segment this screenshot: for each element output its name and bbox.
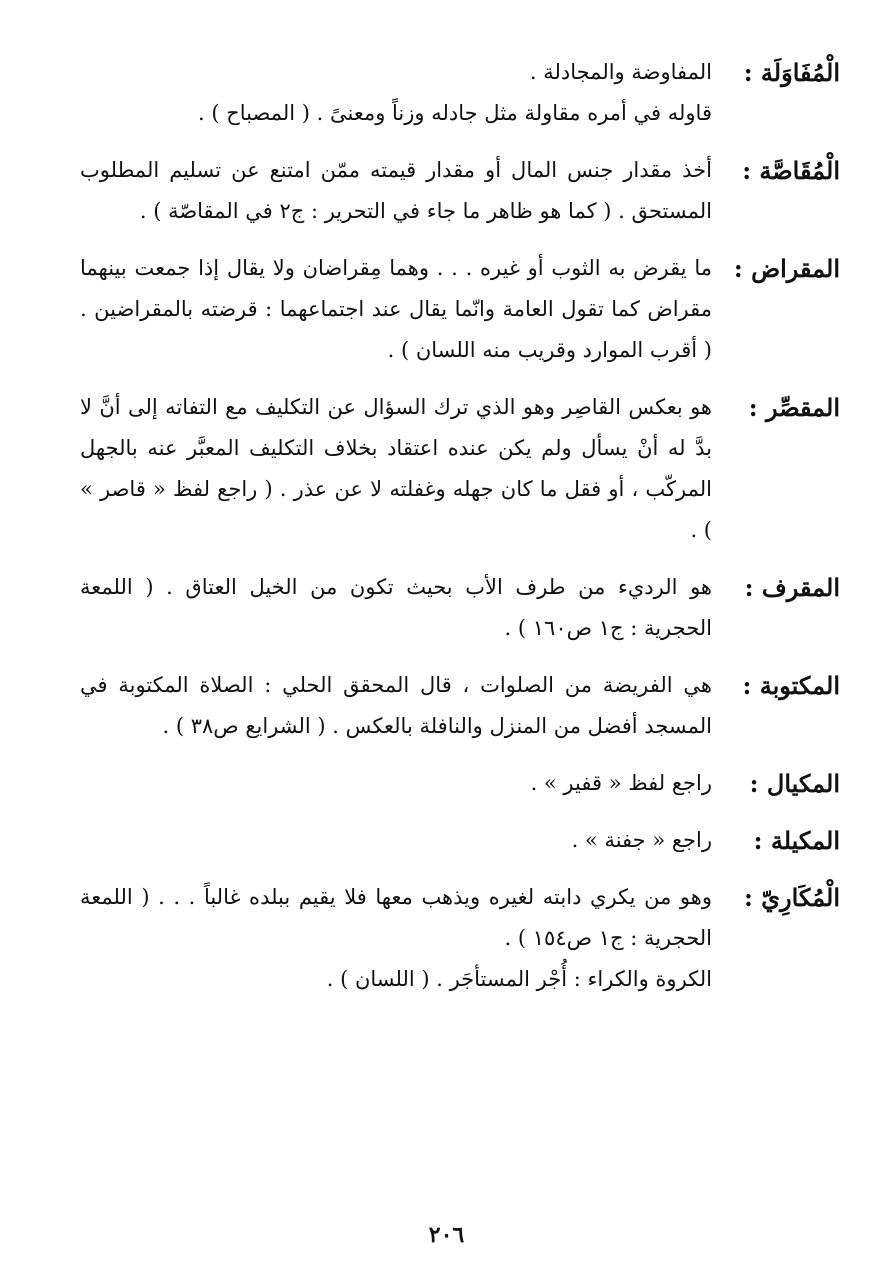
definition-paragraph: هي الفريضة من الصلوات ، قال المحقق الحلي : الصلاة المكتوبة في المسجد أفضل من المنزل والنافلة بالعكس . ( الشرايع ص٣٨ ) . <box>80 673 712 738</box>
entry-definition <box>80 820 712 861</box>
entry-term: الْمُقَاصَّة : <box>742 156 840 185</box>
entry-term: المكيال : <box>749 769 840 798</box>
glossary-entry <box>80 150 840 232</box>
entry-definition <box>80 877 712 1000</box>
glossary-entry <box>80 763 840 804</box>
definition-paragraph: ما يقرض به الثوب أو غيره . . . وهما مِقراضان ولا يقال إذا جمعت بينهما مقراض كما تقول العامة وانّما يقال عند اجتماعهما : قرضته بالمقراضين . ( أقرب الموارد وقريب منه اللسان ) . <box>80 256 712 362</box>
glossary-entry <box>80 877 840 1000</box>
entry-definition <box>80 52 712 134</box>
glossary-entry <box>80 820 840 861</box>
entry-definition <box>80 387 712 551</box>
entry-term: الْمُكَارِيّ : <box>743 883 840 912</box>
entry-term: المقرف : <box>744 573 840 602</box>
definition-paragraph: الكروة والكراء : أُجْر المستأجَر . ( اللسان ) . <box>326 967 712 991</box>
entry-term: المقصِّر : <box>748 393 840 422</box>
definition-paragraph: وهو من يكري دابته لغيره ويذهب معها فلا يقيم ببلده غالباً . . . ( اللمعة الحجرية : ج١ ص١٥٤ ) . <box>80 885 712 950</box>
entry-definition <box>80 665 712 747</box>
glossary-entry <box>80 248 840 371</box>
definition-paragraph: راجع « جفنة » . <box>571 828 712 852</box>
entry-term: الْمُفَاوَلَة : <box>743 58 840 87</box>
definition-paragraph: راجع لفظ « قفير » . <box>530 771 712 795</box>
definition-paragraph: أخذ مقدار جنس المال أو مقدار قيمته ممّن امتنع عن تسليم المطلوب المستحق . ( كما هو ظاهر ما جاء في التحرير : ج٢ في المقاصّة ) . <box>80 158 712 223</box>
glossary-entry <box>80 665 840 747</box>
entry-definition <box>80 567 712 649</box>
entry-definition <box>80 150 712 232</box>
glossary-entry <box>80 567 840 649</box>
entries-list <box>80 52 840 1016</box>
definition-paragraph: هو بعكس القاصِر وهو الذي ترك السؤال عن التكليف مع التفاته إلى أنَّ لا بدَّ له أنْ يسأل ولم يكن عنده اعتقاد بخلاف التكليف المعبَّر عنه بالجهل المركّب ، أو فقل ما كان جهله وغفلته لا عن عذر . ( راجع لفظ « قاصر » ) . <box>80 395 712 542</box>
entry-term: المكيلة : <box>753 826 840 855</box>
definition-paragraph: هو الرديء من طرف الأب بحيث تكون من الخيل العتاق . ( اللمعة الحجرية : ج١ ص١٦٠ ) . <box>80 575 712 640</box>
page-number: ٢٠٦ <box>428 1222 465 1248</box>
entry-term: المكتوبة : <box>742 671 840 700</box>
glossary-entry <box>80 52 840 134</box>
definition-paragraph: المفاوضة والمجادلة . <box>529 60 712 84</box>
entry-definition <box>80 248 712 371</box>
entry-definition <box>80 763 712 804</box>
definition-paragraph: قاوله في أمره مقاولة مثل جادله وزناً ومعنىً . ( المصباح ) . <box>198 101 712 125</box>
entry-term: المقراض : <box>733 254 840 283</box>
glossary-entry <box>80 387 840 551</box>
